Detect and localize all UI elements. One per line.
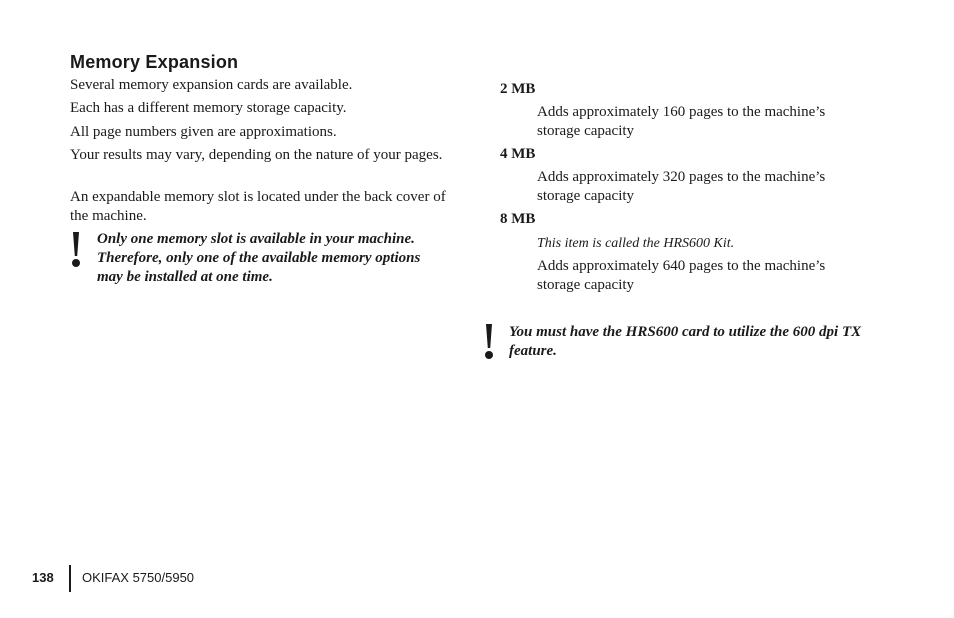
warning-exclamation-icon xyxy=(71,232,81,268)
intro-paragraph: Several memory expansion cards are available. xyxy=(70,77,353,93)
memory-slot-note: Only one memory slot is available in your machine. Therefore, only one of the available memory options may be installed at one time. xyxy=(97,231,421,285)
footer-product-title: OKIFAX 5750/5950 xyxy=(82,570,195,585)
approximation-paragraph: All page numbers given are approximations. xyxy=(70,124,337,140)
results-paragraph: Your results may vary, depending on the nature of your pages. xyxy=(70,147,443,163)
footer-divider xyxy=(69,565,71,592)
section-heading: Memory Expansion xyxy=(70,52,239,72)
option-size-4mb: 4 MB xyxy=(500,146,536,162)
warning-exclamation-icon xyxy=(484,324,494,360)
slot-location-paragraph: An expandable memory slot is located under the back cover of the machine. xyxy=(70,189,446,224)
capacity-paragraph: Each has a different memory storage capacity. xyxy=(70,100,347,116)
option-desc-8mb: Adds approximately 640 pages to the machine’s storage capacity xyxy=(537,258,826,293)
option-desc-4mb: Adds approximately 320 pages to the machine’s storage capacity xyxy=(537,169,826,204)
option-size-8mb: 8 MB xyxy=(500,211,536,227)
option-size-2mb: 2 MB xyxy=(500,81,536,97)
hrs600-requirement-note: You must have the HRS600 card to utilize the 600 dpi TX feature. xyxy=(509,324,862,359)
option-desc-2mb: Adds approximately 160 pages to the machine’s storage capacity xyxy=(537,104,826,139)
page-number: 138 xyxy=(32,570,54,585)
option-kit-note-8mb: This item is called the HRS600 Kit. xyxy=(537,236,735,251)
